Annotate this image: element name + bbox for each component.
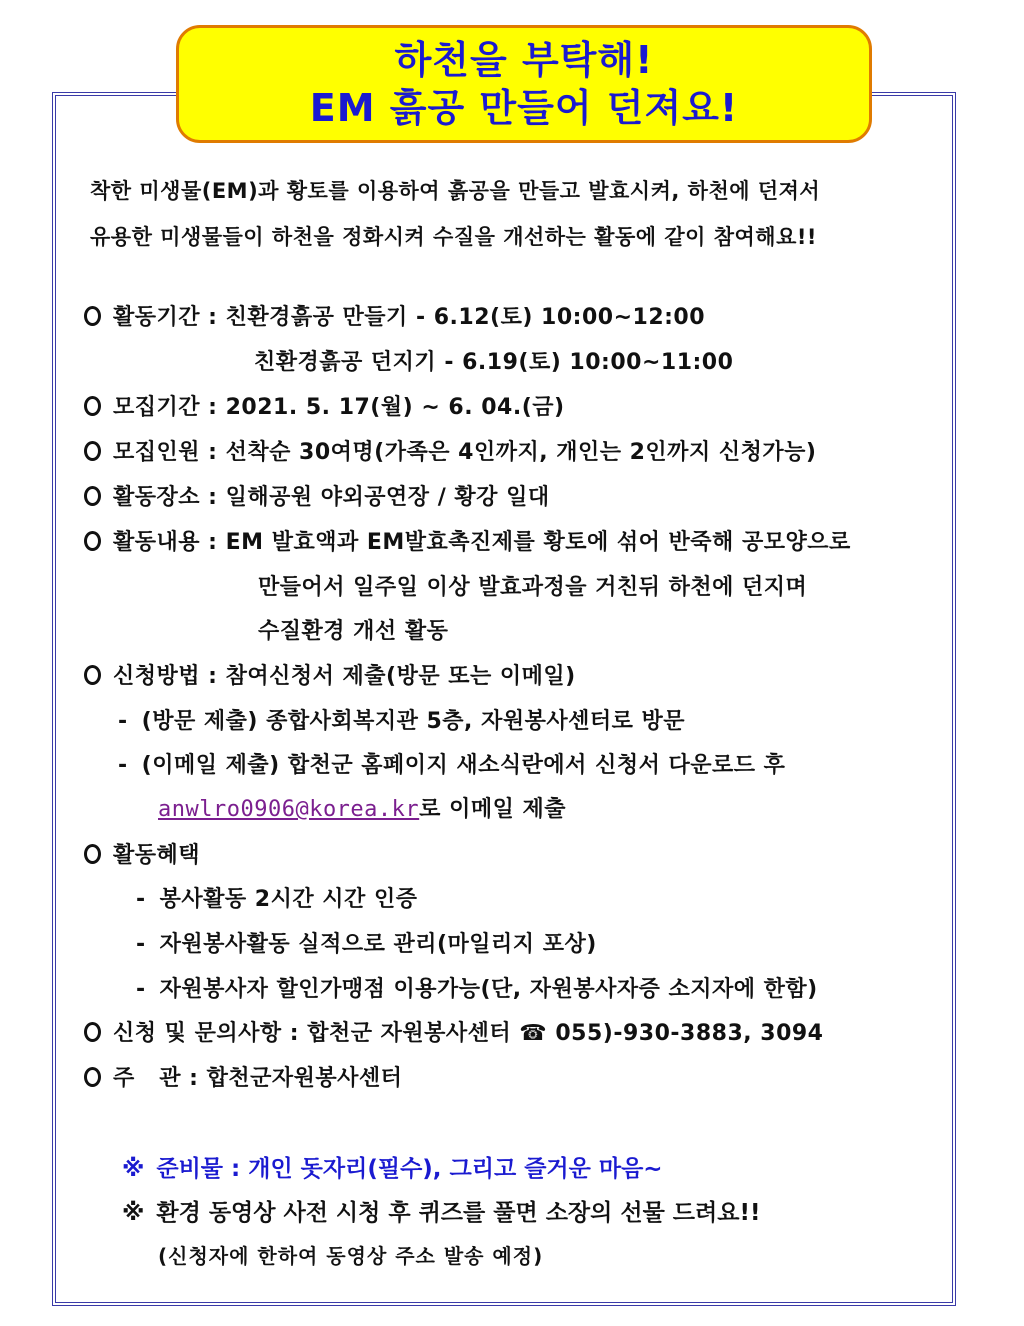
supplies-text: 준비물 : 개인 돗자리(필수), 그리고 즐거운 마음~ (156, 1156, 663, 1182)
benefit-text: 자원봉사활동 실적으로 관리(마일리지 포상) (159, 932, 597, 957)
host-value: 합천군자원봉사센터 (206, 1066, 403, 1091)
circle-bullet-icon (84, 844, 101, 864)
recruit-count-label: 모집인원 : (113, 440, 226, 465)
quiz-text: 환경 동영상 사전 시청 후 퀴즈를 풀면 소장의 선물 드려요!! (156, 1200, 761, 1226)
apply-method-value: 참여신청서 제출(방문 또는 이메일) (225, 664, 576, 689)
benefit-item (136, 882, 417, 913)
apply-visit-row (118, 704, 685, 735)
content-row-3 (258, 614, 448, 645)
contact-row (84, 1016, 824, 1047)
benefit-text: 자원봉사자 할인가맹점 이용가능(단, 자원봉사자증 소지자에 한함) (159, 977, 818, 1002)
circle-bullet-icon (84, 531, 101, 551)
circle-bullet-icon (84, 441, 101, 461)
apply-visit-text: (방문 제출) 종합사회복지관 5층, 자원봉사센터로 방문 (141, 709, 686, 734)
dash-marker: - (136, 932, 146, 957)
circle-bullet-icon (84, 396, 101, 416)
intro-paragraph (90, 168, 930, 260)
circle-bullet-icon (84, 1022, 101, 1042)
host-row (84, 1061, 402, 1092)
contact-value: 합천군 자원봉사센터 ☎ 055)-930-3883, 3094 (307, 1021, 824, 1046)
content-row-2 (258, 570, 807, 601)
apply-email-row (118, 748, 785, 779)
quiz-subnote: (신청자에 한하여 동영상 주소 발송 예정) (158, 1244, 544, 1268)
benefit-text: 봉사활동 2시간 시간 인증 (159, 887, 418, 912)
document-frame (52, 92, 956, 1306)
apply-method-label: 신청방법 : (113, 664, 226, 689)
title-line-2: EM 흙공 만들어 던져요! (309, 86, 739, 130)
quiz-note (122, 1194, 760, 1227)
apply-email-text: (이메일 제출) 합천군 홈페이지 새소식란에서 신청서 다운로드 후 (141, 753, 786, 778)
apply-method-row (84, 659, 576, 690)
benefit-item (136, 972, 818, 1003)
location-label: 활동장소 : (113, 485, 226, 510)
content-line-1: EM 발효액과 EM발효촉진제를 황토에 섞어 반죽해 공모양으로 (225, 530, 851, 555)
email-link[interactable]: anwlro0906@korea.kr (158, 797, 420, 822)
content-line-3: 수질환경 개선 활동 (258, 619, 449, 644)
circle-bullet-icon (84, 486, 101, 506)
recruit-count-value: 선착순 30여명(가족은 4인까지, 개인는 2인까지 신청가능) (225, 440, 817, 465)
recruit-period-row (84, 390, 565, 421)
intro-line-1: 착한 미생물(EM)과 황토를 이용하여 흙공을 만들고 발효시켜, 하천에 던져서 (90, 179, 821, 203)
period-label: 활동기간 : (113, 305, 226, 330)
content-line-2: 만들어서 일주일 이상 발효과정을 거친뒤 하천에 던지며 (258, 575, 808, 600)
title-line-1: 하천을 부탁해! (394, 38, 654, 82)
recruit-period-label: 모집기간 : (113, 395, 226, 420)
email-suffix: 로 이메일 제출 (419, 797, 567, 822)
circle-bullet-icon (84, 665, 101, 685)
apply-email-address-row (158, 792, 566, 823)
title-banner (176, 25, 872, 143)
recruit-period-value: 2021. 5. 17(월) ~ 6. 04.(금) (225, 395, 565, 420)
period-line-1: 친환경흙공 만들기 - 6.12(토) 10:00~12:00 (225, 305, 706, 330)
period-row (84, 300, 705, 331)
dash-marker: - (136, 977, 146, 1002)
content-row (84, 525, 851, 556)
circle-bullet-icon (84, 1067, 101, 1087)
content-label: 활동내용 : (113, 530, 226, 555)
benefits-label: 활동혜택 (113, 843, 201, 868)
supplies-note (122, 1150, 663, 1183)
location-row (84, 480, 550, 511)
reference-mark-icon: ※ (122, 1156, 145, 1182)
reference-mark-icon: ※ (122, 1200, 145, 1226)
contact-label: 신청 및 문의사항 : (113, 1021, 308, 1046)
period-row-2 (254, 345, 733, 376)
host-label: 주 관 : (113, 1066, 207, 1091)
recruit-count-row (84, 435, 816, 466)
dash-marker: - (136, 887, 146, 912)
period-line-2: 친환경흙공 던지기 - 6.19(토) 10:00~11:00 (254, 350, 734, 375)
intro-line-2: 유용한 미생물들이 하천을 정화시켜 수질을 개선하는 활동에 같이 참여해요!! (90, 225, 818, 249)
circle-bullet-icon (84, 306, 101, 326)
location-value: 일해공원 야외공연장 / 황강 일대 (225, 485, 550, 510)
dash-marker: - (118, 753, 128, 778)
benefits-row (84, 838, 200, 869)
dash-marker: - (118, 709, 128, 734)
benefit-item (136, 927, 597, 958)
